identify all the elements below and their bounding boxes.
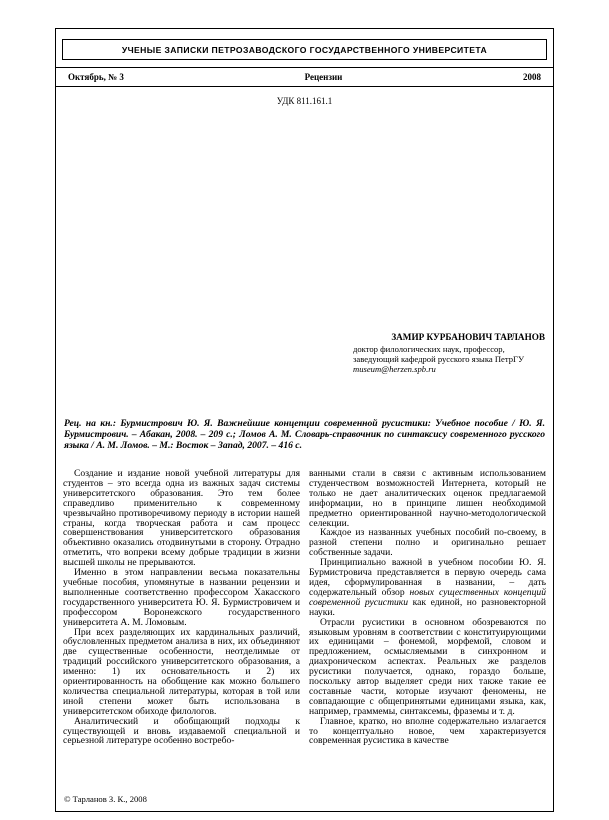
author-description: доктор филологических наук, профессор, заведующий кафедрой русского языка ПетрГУ	[353, 344, 525, 364]
journal-title-box	[62, 39, 547, 60]
author-name: ЗАМИР КУРБАНОВИЧ ТАРЛАНОВ	[391, 332, 545, 342]
paragraph-segment: Принципиально важной в учебном пособии Ю. Я. Бурмистровича представляется в первую очередь сама идея, сформулированная в названии, – дать содержательный обзор	[309, 557, 546, 598]
body-paragraph: ванными стали в связи с активным использованием студенчеством возможностей Интернета, который не только не дает аналитических оценок предлагаемой информации, но в принципе лишен необходимой предметно ориентированной научно-методологической селекции.	[309, 468, 546, 529]
body-paragraph	[309, 558, 546, 617]
body-columns	[63, 469, 546, 746]
paragraph-segment: как единой, но разновекторной науки.	[309, 596, 546, 618]
section-label: Рецензии	[304, 72, 343, 82]
body-paragraph: Отрасли русистики в основном обозреваются по языковым уровням в соответствии с конституирующими их единицами – фонемой, морфемой, словом и предложением, осмысляемыми в синхронном и диахроническом аспектах. Реальных же разделов русистики получается, однако, гораздо больше, поскольку автор выделяет среди них также такие ее составные части, которые изучают феномены, не совпадающие с общепринятыми единицами языка, как, например, граммемы, синтаксемы, фраземы и т. д.	[309, 616, 546, 717]
author-block	[353, 332, 545, 374]
body-paragraph: Именно в этом направлении весьма показательны учебные пособия, упомянутые в названии рецензии и выполненные соответственно профессором Хакасского государственного университета Ю. Я. Бурмистровичем и профессором Воронежского государственного университета А. М. Ломовым.	[63, 567, 300, 628]
journal-title: УЧЕНЫЕ ЗАПИСКИ ПЕТРОЗАВОДСКОГО ГОСУДАРСТВЕННОГО УНИВЕРСИТЕТА	[121, 45, 488, 55]
copyright-notice: © Тарланов З. К., 2008	[64, 794, 147, 804]
udk-label: УДК 811.161.1	[276, 96, 333, 106]
issue-label: Октябрь, № 3	[68, 72, 124, 82]
paragraph-segment-italic: новых существенных концепций современной русистики	[309, 586, 546, 608]
year-label: 2008	[523, 72, 541, 82]
review-citation: Рец. на кн.: Бурмистрович Ю. Я. Важнейшие концепции современной русистики: Учебное пособие / Ю. Я. Бурмистрович. – Абакан, 2008. – 209 с.; Ломов А. М. Словарь-справочник по синтаксису современного русского языка / А. М. Ломов. – М.: Восток – Запад, 2007. – 416 с.	[64, 418, 545, 451]
dateline	[56, 67, 553, 87]
body-paragraph: Создание и издание новой учебной литературы для студентов – это всегда одна из важных задач системы университетского образования. Это тем более справедливо применительно к современному чрезвычайно противоречивому периоду в истории нашей страны, когда творческая работа и сам процесс совершенствования университетского образования объективно оказались отодвинутыми в сторону. Отрадно отметить, что вопреки всему добрые традиции в жизни высшей школы не прерываются.	[63, 468, 300, 569]
left-column	[63, 469, 300, 746]
author-email: museum@herzen.spb.ru	[353, 364, 436, 374]
body-paragraph: Каждое из названных учебных пособий по-своему, в разной степени полно и оригинально решает собственные задачи.	[309, 527, 546, 559]
body-paragraph: При всех разделяющих их кардинальных различий, обусловленных предметом анализа в них, их объединяют две существенные особенности, неотделимые от традиций российского университетского образования, а именно: 1) их основательность и 2) их ориентированность на обобщение как можно большего количества специальной литературы, которая в той или иной степени может быть использована в университетском обиходе филологов.	[63, 626, 300, 717]
page-frame	[55, 28, 554, 812]
body-paragraph: Аналитический и обобщающий подходы к существующей и вновь издаваемой специальной и серьезной литературе особенно востребо-	[63, 715, 300, 747]
body-paragraph: Главное, кратко, но вполне содержательно излагается то концептуально новое, чем характеризуется современная русистика в качестве	[309, 715, 546, 747]
right-column	[309, 469, 546, 746]
